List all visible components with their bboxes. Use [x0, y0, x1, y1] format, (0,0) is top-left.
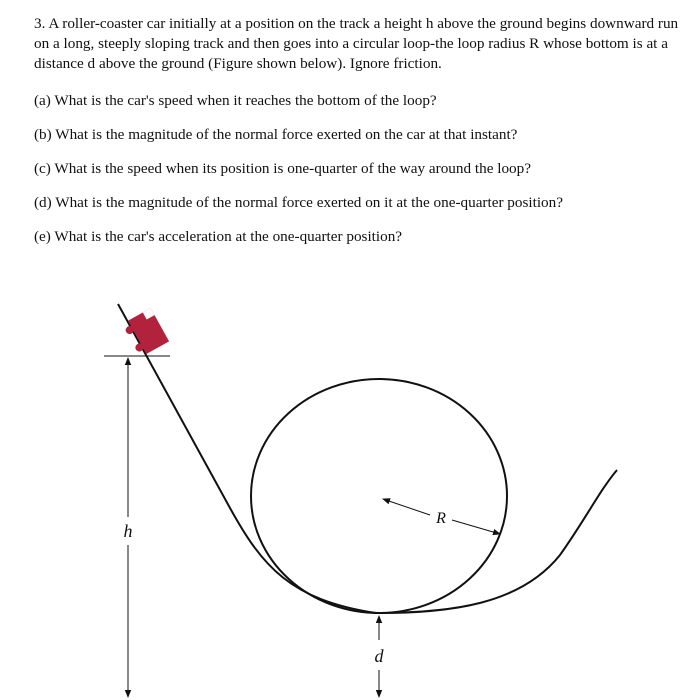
- roller-coaster-car: [122, 308, 169, 357]
- radius-arrow-left: [383, 499, 430, 515]
- question-e: (e) What is the car's acceleration at the one-quarter position?: [34, 228, 403, 245]
- distance-label: d: [374, 646, 384, 666]
- question-d: (d) What is the magnitude of the normal force exerted on it at the one-quarter position?: [34, 194, 563, 211]
- radius-label: R: [436, 510, 446, 527]
- height-label: h: [123, 521, 133, 541]
- question-a: (a) What is the car's speed when it reaches the bottom of the loop?: [34, 92, 437, 109]
- question-b: (b) What is the magnitude of the normal force exerted on the car at that instant?: [34, 126, 518, 143]
- question-c: (c) What is the speed when its position is one-quarter of the way around the loop?: [34, 160, 531, 177]
- problem-intro: 3. A roller-coaster car initially at a position on the track a height h above the ground begins downward run on a long, steeply sloping track and then goes into a circular loop-the loop radius R whose bottom is at a distance d above the ground (Figure shown below). Ignore friction.: [34, 15, 679, 72]
- loop-circle: [251, 379, 507, 613]
- track-curve: [118, 304, 617, 613]
- radius-arrow-right: [452, 520, 500, 534]
